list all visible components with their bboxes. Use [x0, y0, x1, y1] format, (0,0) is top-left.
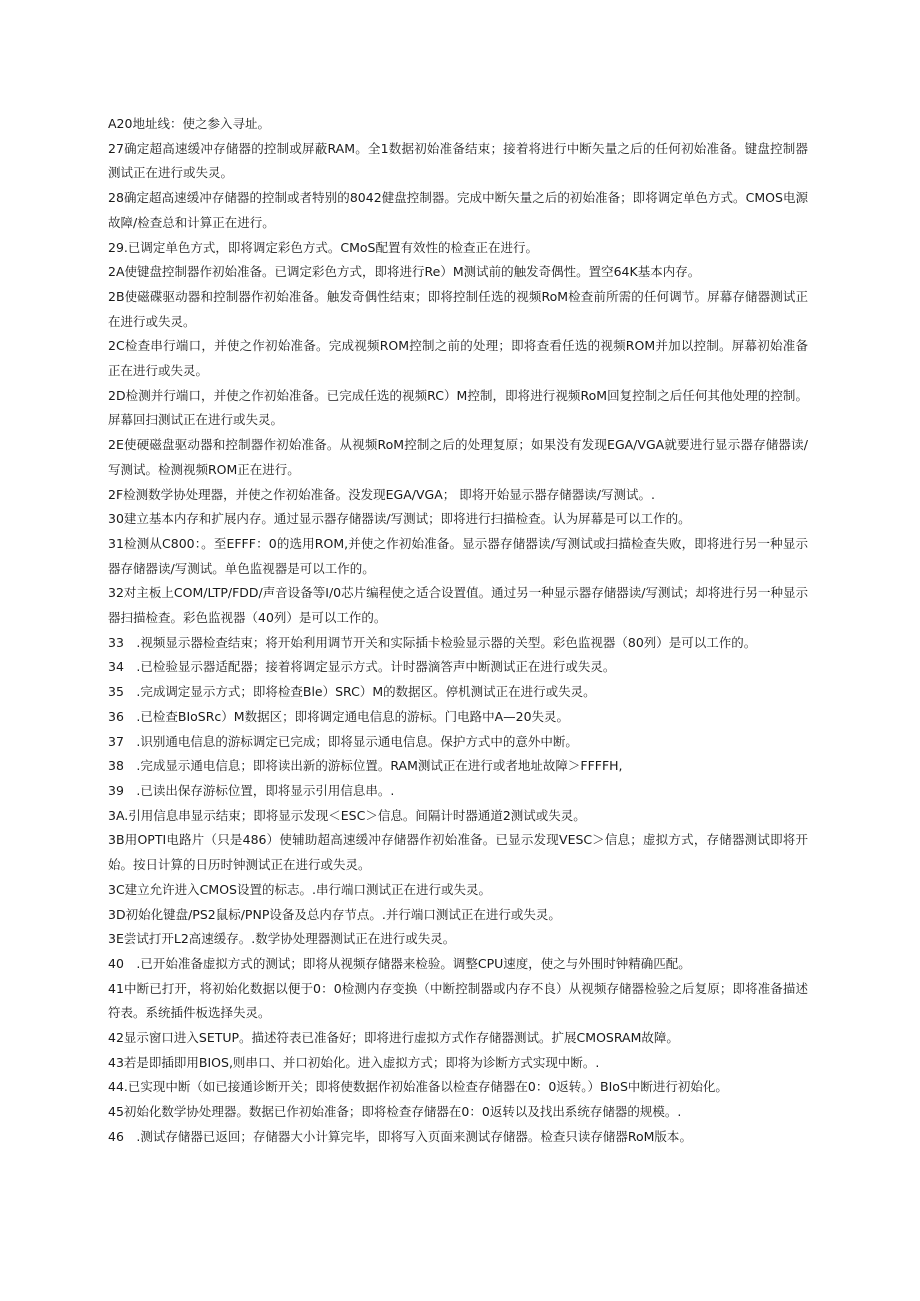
document-body [108, 112, 808, 1150]
paragraph-3a: 3A.引用信息串显示结束；即将显示发现＜ESC＞信息。间隔计时器通道2测试或失灵。 [108, 807, 586, 823]
paragraph-29: 29.已调定单色方式，即将调定彩色方式。CMoS配置有效性的检查正在进行。 [108, 239, 538, 255]
paragraph-38: 38 .完成显示通电信息；即将读出新的游标位置。RAM测试正在进行或者地址故障＞FFFFH, [108, 758, 623, 774]
paragraph-30: 30建立基本内存和扩展内存。通过显示器存储器读/写测试；即将进行扫描检查。认为屏幕是可以工作的。 [108, 511, 691, 527]
paragraph-34: 34 .已检验显示器适配器；接着将调定显示方式。计时器滴答声中断测试正在进行或失灵。 [108, 659, 616, 675]
paragraph-2a: 2A使键盘控制器作初始准备。已调定彩色方式，即将进行Re）M测试前的触发奇偶性。置空64K基本内存。 [108, 264, 701, 280]
paragraph-41: 41中断已打开，将初始化数据以便于0：0检测内存变换（中断控制器或内存不良）从视频存储器检验之后复原；即将准备描述符表。系统插件板选择失灵。 [108, 980, 808, 1021]
paragraph-31: 31检测从C800：。至EFFF：0的选用ROM,并使之作初始准备。显示器存储器读/写测试或扫描检查失败，即将进行另一种显示器存储器读/写测试。单色监视器是可以工作的。 [108, 535, 808, 576]
paragraph-27: 27确定超高速缓冲存储器的控制或屏蔽RAM。全1数据初始准备结束；接着将进行中断矢量之后的任何初始准备。键盘控制器测试正在进行或失灵。 [108, 140, 808, 181]
paragraph-2c: 2C检查串行端口，并使之作初始准备。完成视频ROM控制之前的处理；即将查看任选的视频ROM并加以控制。屏幕初始准备正在进行或失灵。 [108, 338, 808, 379]
paragraph-2d: 2D检测并行端口，并使之作初始准备。已完成任选的视频RC）M控制，即将进行视频RoM回复控制之后任何其他处理的控制。屏幕回扫测试正在进行或失灵。 [108, 387, 808, 428]
paragraph-a20: A20地址线：使之参入寻址。 [108, 116, 270, 131]
paragraph-46: 46 .测试存储器已返回；存储器大小计算完毕，即将写入页面来测试存储器。检查只读存储器RoM版本。 [108, 1128, 692, 1144]
paragraph-32: 32对主板上COM/LTP/FDD/声音设备等I/0芯片编程使之适合设置值。通过另一种显示器存储器读/写测试；却将进行另一种显示器扫描检查。彩色监视器（40列）是可以工作的。 [108, 585, 808, 626]
paragraph-35: 35 .完成调定显示方式；即将检查Ble）SRC）M的数据区。停机测试正在进行或失灵。 [108, 684, 596, 700]
paragraph-2e: 2E使硬磁盘驱动器和控制器作初始准备。从视频RoM控制之后的处理复原；如果没有发现EGA/VGA就要进行显示器存储器读/写测试。检测视频ROM正在进行。 [108, 437, 808, 477]
paragraph-37: 37 .识别通电信息的游标调定已完成；即将显示通电信息。保护方式中的意外中断。 [108, 733, 578, 749]
paragraph-43: 43若是即插即用BIOS,则串口、并口初始化。进入虚拟方式；即将为诊断方式实现中断。. [108, 1054, 600, 1070]
paragraph-3b: 3B用OPTI电路片（只是486）使辅助超高速缓冲存储器作初始准备。已显示发现VESC＞信息；虚拟方式，存储器测试即将开始。按日计算的日历时钟测试正在进行或失灵。 [108, 832, 808, 873]
paragraph-3c: 3C建立允许进入CMOS设置的标志。.串行端口测试正在进行或失灵。 [108, 881, 491, 897]
paragraph-42: 42显示窗口进入SETUP。描述符表已准备好；即将进行虚拟方式作存储器测试。扩展CMOSRAM故障。 [108, 1030, 679, 1046]
paragraph-2f: 2F检测数学协处理器，并使之作初始准备。没发现EGA/VGA； 即将开始显示器存储器读/写测试。. [108, 486, 655, 502]
paragraph-3e: 3E尝试打开L2高速缓存。.数学协处理器测试正在进行或失灵。 [108, 931, 456, 947]
paragraph-28: 28确定超高速缓冲存储器的控制或者特别的8042健盘控制器。完成中断矢量之后的初始准备；即将调定单色方式。CMOS电源故障/检查总和计算正在进行。 [108, 190, 808, 230]
paragraph-36: 36 .已检查BIoSRc）M数据区；即将调定通电信息的游标。门电路中A—20失灵。 [108, 708, 570, 724]
paragraph-39: 39 .已读出保存游标位置，即将显示引用信息串。. [108, 782, 395, 798]
paragraph-2b: 2B使磁碟驱动器和控制器作初始准备。触发奇偶性结束；即将控制任选的视频RoM检查前所需的任何调节。屏幕存储器测试正在进行或失灵。 [108, 288, 808, 329]
paragraph-44: 44.已实现中断（如已接通诊断开关；即将使数据作初始准备以检查存储器在0：0返转。）BIoS中断进行初始化。 [108, 1079, 728, 1095]
paragraph-3d: 3D初始化键盘/PS2鼠标/PNP设备及总内存节点。.并行端口测试正在进行或失灵。 [108, 906, 561, 922]
paragraph-33: 33 .视频显示器检查结束；将开始利用调节开关和实际插卡检验显示器的关型。彩色监视器（80列）是可以工作的。 [108, 634, 757, 650]
paragraph-40: 40 .已开始准备虚拟方式的测试；即将从视频存储器来检验。调整CPU速度，使之与外围时钟精确匹配。 [108, 955, 691, 971]
paragraph-45: 45初始化数学协处理器。数据已作初始准备；即将检查存储器在0：0返转以及找出系统存储器的规模。. [108, 1104, 682, 1120]
